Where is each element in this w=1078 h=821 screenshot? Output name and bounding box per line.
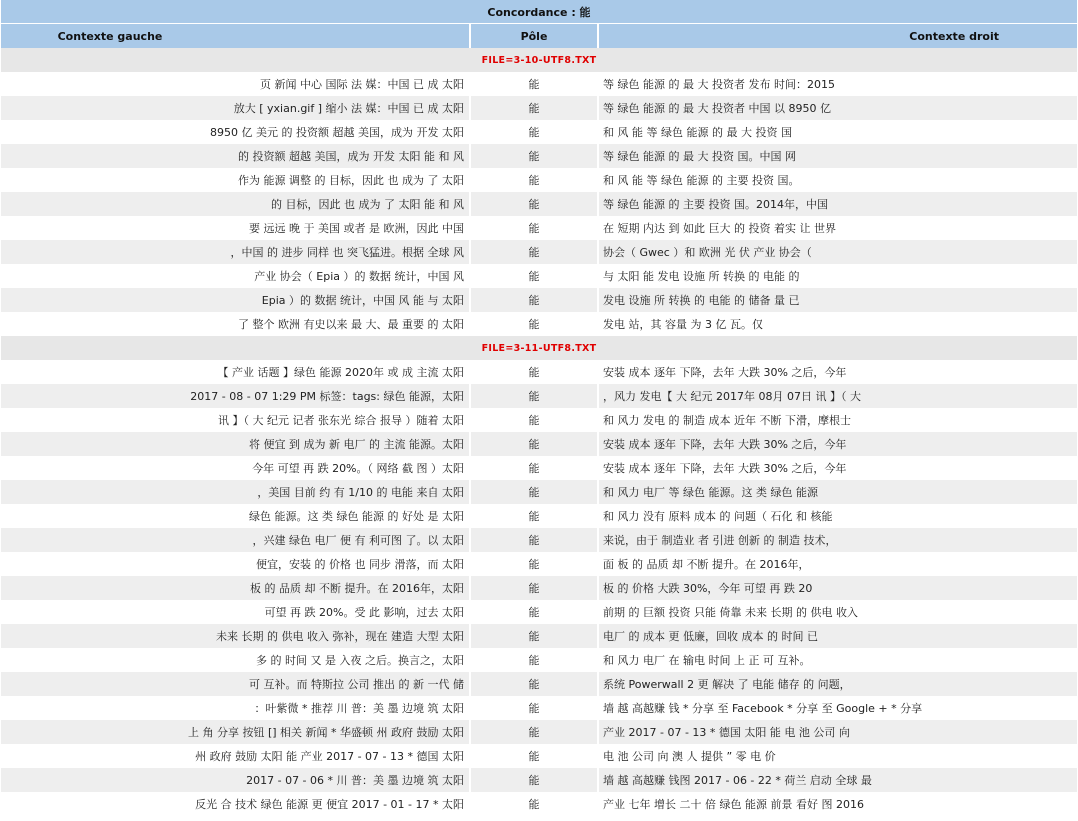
- pole-cell: 能: [471, 696, 597, 720]
- table-row: [1, 192, 1077, 216]
- table-row: [1, 72, 1077, 96]
- column-header-row: [1, 23, 1077, 48]
- table-row: [1, 168, 1077, 192]
- right-context-cell: 和 风力 没有 原料 成本 的 问题（ 石化 和 核能: [599, 504, 1077, 528]
- page-title: Concordance : 能: [1, 0, 1077, 23]
- right-context-cell: 和 风 能 等 绿色 能源 的 主要 投资 国。: [599, 168, 1077, 192]
- right-context-cell: 安装 成本 逐年 下降，去年 大跌 30% 之后，今年: [599, 456, 1077, 480]
- pole-cell: 能: [471, 408, 597, 432]
- table-row: [1, 648, 1077, 672]
- right-context-cell: 墙 越 高越赚 钱图 2017 - 06 - 22 * 荷兰 启动 全球 最: [599, 768, 1077, 792]
- left-context-cell: 要 远远 晚 于 美国 或者 是 欧洲，因此 中国: [1, 216, 469, 240]
- table-row: [1, 576, 1077, 600]
- left-context-cell: ：叶紫微 * 推荐 川 普：美 墨 边境 筑 太阳: [1, 696, 469, 720]
- right-context-cell: 和 风力 电厂 等 绿色 能源。这 类 绿色 能源: [599, 480, 1077, 504]
- right-context-cell: 板 的 价格 大跌 30%，今年 可望 再 跌 20: [599, 576, 1077, 600]
- pole-cell: 能: [471, 528, 597, 552]
- left-context-cell: 2017 - 07 - 06 * 川 普：美 墨 边境 筑 太阳: [1, 768, 469, 792]
- pole-cell: 能: [471, 240, 597, 264]
- table-row: [1, 720, 1077, 744]
- table-row: [1, 504, 1077, 528]
- table-row: [1, 408, 1077, 432]
- left-context-cell: 板 的 品质 却 不断 提升。在 2016年，太阳: [1, 576, 469, 600]
- right-context-cell: 安装 成本 逐年 下降，去年 大跌 30% 之后，今年: [599, 432, 1077, 456]
- pole-cell: 能: [471, 96, 597, 120]
- pole-cell: 能: [471, 552, 597, 576]
- title-row: [1, 0, 1077, 23]
- right-context-cell: 安装 成本 逐年 下降，去年 大跌 30% 之后，今年: [599, 360, 1077, 384]
- pole-cell: 能: [471, 384, 597, 408]
- left-context-cell: 绿色 能源。这 类 绿色 能源 的 好处 是 太阳: [1, 504, 469, 528]
- pole-cell: 能: [471, 792, 597, 816]
- right-context-cell: 在 短期 内达 到 如此 巨大 的 投资 着实 让 世界: [599, 216, 1077, 240]
- file-separator-row: [1, 336, 1077, 360]
- right-context-cell: 等 绿色 能源 的 最 大 投资者 发布 时间：2015: [599, 72, 1077, 96]
- right-context-cell: 和 风力 发电 的 制造 成本 近年 不断 下滑，摩根士: [599, 408, 1077, 432]
- file-separator-row: [1, 48, 1077, 72]
- right-context-cell: 电 池 公司 向 澳 人 提供 ” 零 电 价: [599, 744, 1077, 768]
- pole-cell: 能: [471, 120, 597, 144]
- left-context-cell: 作为 能源 调整 的 目标，因此 也 成为 了 太阳: [1, 168, 469, 192]
- pole-cell: 能: [471, 312, 597, 336]
- left-context-cell: ，兴建 绿色 电厂 便 有 利可图 了。以 太阳: [1, 528, 469, 552]
- pole-cell: 能: [471, 576, 597, 600]
- header-pole: Pôle: [471, 23, 597, 48]
- left-context-cell: Epia ）的 数据 统计，中国 风 能 与 太阳: [1, 288, 469, 312]
- table-row: [1, 456, 1077, 480]
- pole-cell: 能: [471, 648, 597, 672]
- pole-cell: 能: [471, 720, 597, 744]
- pole-cell: 能: [471, 168, 597, 192]
- pole-cell: 能: [471, 360, 597, 384]
- right-context-cell: 前期 的 巨额 投资 只能 倚靠 未来 长期 的 供电 收入: [599, 600, 1077, 624]
- table-row: [1, 240, 1077, 264]
- pole-cell: 能: [471, 624, 597, 648]
- table-row: [1, 600, 1077, 624]
- right-context-cell: 电厂 的 成本 更 低廉，回收 成本 的 时间 已: [599, 624, 1077, 648]
- left-context-cell: 今年 可望 再 跌 20%。（ 网络 截 图 ）太阳: [1, 456, 469, 480]
- left-context-cell: ，美国 目前 约 有 1/10 的 电能 来自 太阳: [1, 480, 469, 504]
- pole-cell: 能: [471, 480, 597, 504]
- left-context-cell: 未来 长期 的 供电 收入 弥补，现在 建造 大型 太阳: [1, 624, 469, 648]
- table-row: [1, 552, 1077, 576]
- pole-cell: 能: [471, 192, 597, 216]
- header-left-context: Contexte gauche: [1, 23, 469, 48]
- table-row: [1, 480, 1077, 504]
- left-context-cell: 上 角 分享 按钮 [] 相关 新闻 * 华盛顿 州 政府 鼓励 太阳: [1, 720, 469, 744]
- table-row: [1, 528, 1077, 552]
- left-context-cell: 将 便宜 到 成为 新 电厂 的 主流 能源。太阳: [1, 432, 469, 456]
- right-context-cell: 来说，由于 制造业 者 引进 创新 的 制造 技术，: [599, 528, 1077, 552]
- table-row: [1, 432, 1077, 456]
- left-context-cell: 页 新闻 中心 国际 法 媒：中国 已 成 太阳: [1, 72, 469, 96]
- right-context-cell: 与 太阳 能 发电 设施 所 转换 的 电能 的: [599, 264, 1077, 288]
- table-row: [1, 768, 1077, 792]
- left-context-cell: 的 投资额 超越 美国，成为 开发 太阳 能 和 风: [1, 144, 469, 168]
- table-row: [1, 624, 1077, 648]
- pole-cell: 能: [471, 504, 597, 528]
- right-context-cell: 发电 站，其 容量 为 3 亿 瓦。仅: [599, 312, 1077, 336]
- right-context-cell: 系统 Powerwall 2 更 解决 了 电能 储存 的 问题，: [599, 672, 1077, 696]
- right-context-cell: 墙 越 高越赚 钱 * 分享 至 Facebook * 分享 至 Google + * 分享: [599, 696, 1077, 720]
- table-row: [1, 384, 1077, 408]
- pole-cell: 能: [471, 72, 597, 96]
- right-context-cell: 产业 七年 增长 二十 倍 绿色 能源 前景 看好 图 2016: [599, 792, 1077, 816]
- table-row: [1, 312, 1077, 336]
- table-row: [1, 360, 1077, 384]
- table-row: [1, 216, 1077, 240]
- left-context-cell: 多 的 时间 又 是 入夜 之后。换言之，太阳: [1, 648, 469, 672]
- right-context-cell: 协会（ Gwec ）和 欧洲 光 伏 产业 协会（: [599, 240, 1077, 264]
- table-row: [1, 696, 1077, 720]
- right-context-cell: 等 绿色 能源 的 最 大 投资 国。中国 网: [599, 144, 1077, 168]
- table-row: [1, 144, 1077, 168]
- pole-cell: 能: [471, 264, 597, 288]
- table-row: [1, 744, 1077, 768]
- header-right-context: Contexte droit: [599, 23, 1077, 48]
- right-context-cell: 和 风力 电厂 在 输电 时间 上 正 可 互补。: [599, 648, 1077, 672]
- table-row: [1, 792, 1077, 816]
- file-name: FILE=3-11-UTF8.TXT: [1, 336, 1077, 360]
- left-context-cell: 反光 合 技术 绿色 能源 更 便宜 2017 - 01 - 17 * 太阳: [1, 792, 469, 816]
- left-context-cell: 可 互补。而 特斯拉 公司 推出 的 新 一代 储: [1, 672, 469, 696]
- pole-cell: 能: [471, 456, 597, 480]
- file-name: FILE=3-10-UTF8.TXT: [1, 48, 1077, 72]
- left-context-cell: 8950 亿 美元 的 投资额 超越 美国，成为 开发 太阳: [1, 120, 469, 144]
- left-context-cell: 产业 协会（ Epia ）的 数据 统计，中国 风: [1, 264, 469, 288]
- left-context-cell: ，中国 的 进步 同样 也 突飞猛进。根据 全球 风: [1, 240, 469, 264]
- left-context-cell: 2017 - 08 - 07 1:29 PM 标签：tags: 绿色 能源，太阳: [1, 384, 469, 408]
- right-context-cell: ，风力 发电【 大 纪元 2017年 08月 07日 讯 】（ 大: [599, 384, 1077, 408]
- left-context-cell: 州 政府 鼓励 太阳 能 产业 2017 - 07 - 13 * 德国 太阳: [1, 744, 469, 768]
- table-row: [1, 96, 1077, 120]
- pole-cell: 能: [471, 144, 597, 168]
- left-context-cell: 放大 [ yxian.gif ] 缩小 法 媒：中国 已 成 太阳: [1, 96, 469, 120]
- table-row: [1, 672, 1077, 696]
- left-context-cell: 了 整个 欧洲 有史以来 最 大、最 重要 的 太阳: [1, 312, 469, 336]
- left-context-cell: 便宜，安装 的 价格 也 同步 滑落，而 太阳: [1, 552, 469, 576]
- left-context-cell: 可望 再 跌 20%。受 此 影响，过去 太阳: [1, 600, 469, 624]
- right-context-cell: 和 风 能 等 绿色 能源 的 最 大 投资 国: [599, 120, 1077, 144]
- pole-cell: 能: [471, 768, 597, 792]
- table-row: [1, 120, 1077, 144]
- right-context-cell: 等 绿色 能源 的 主要 投资 国。2014年，中国: [599, 192, 1077, 216]
- right-context-cell: 发电 设施 所 转换 的 电能 的 储备 量 已: [599, 288, 1077, 312]
- table-row: [1, 288, 1077, 312]
- left-context-cell: 讯 】（ 大 纪元 记者 张东光 综合 报导 ）随着 太阳: [1, 408, 469, 432]
- pole-cell: 能: [471, 744, 597, 768]
- table-row: [1, 264, 1077, 288]
- concordance-body: [1, 48, 1077, 816]
- right-context-cell: 产业 2017 - 07 - 13 * 德国 太阳 能 电 池 公司 向: [599, 720, 1077, 744]
- left-context-cell: 的 目标，因此 也 成为 了 太阳 能 和 风: [1, 192, 469, 216]
- pole-cell: 能: [471, 600, 597, 624]
- right-context-cell: 等 绿色 能源 的 最 大 投资者 中国 以 8950 亿: [599, 96, 1077, 120]
- right-context-cell: 面 板 的 品质 却 不断 提升。在 2016年，: [599, 552, 1077, 576]
- pole-cell: 能: [471, 432, 597, 456]
- pole-cell: 能: [471, 216, 597, 240]
- pole-cell: 能: [471, 288, 597, 312]
- left-context-cell: 【 产业 话题 】绿色 能源 2020年 或 成 主流 太阳: [1, 360, 469, 384]
- pole-cell: 能: [471, 672, 597, 696]
